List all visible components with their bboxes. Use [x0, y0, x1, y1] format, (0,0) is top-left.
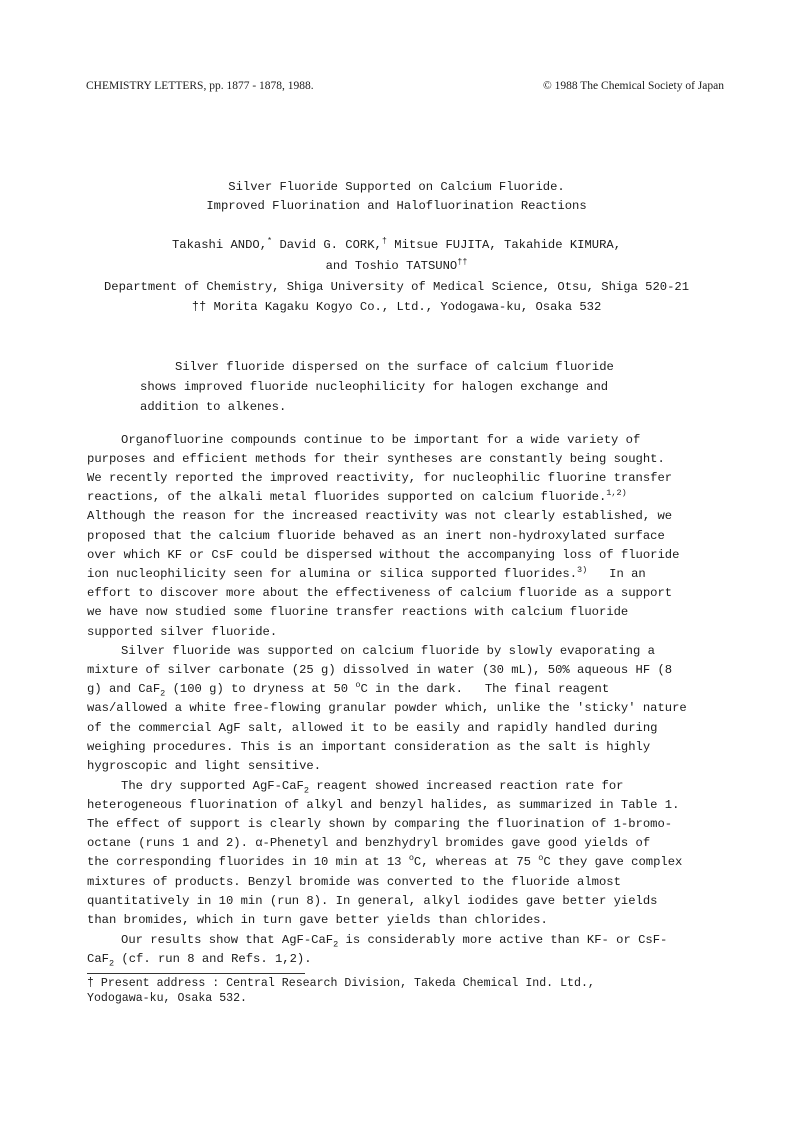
body-line: supported silver fluoride. [87, 625, 278, 639]
body-text: C in the dark. The final reagent [360, 682, 610, 696]
body-line: mixture of silver carbonate (25 g) dissolved in water (30 mL), 50% aqueous HF (8 [87, 663, 673, 677]
body-text: CaF [87, 952, 109, 966]
body-line: The effect of support is clearly shown by comparing the fluorination of 1-bromo- [87, 817, 673, 831]
copyright-notice: © 1988 The Chemical Society of Japan [543, 80, 724, 92]
reference-citation: 1,2) [606, 487, 627, 498]
body-line: Organofluorine compounds continue to be important for a wide variety of [121, 433, 641, 447]
author-mark-star: * [267, 235, 273, 246]
degree-mark: o [538, 852, 544, 863]
subscript: 2 [108, 958, 115, 969]
body-line: hygroscopic and light sensitive. [87, 759, 322, 773]
body-line [87, 564, 646, 581]
footnote-divider [87, 973, 305, 974]
body-line [121, 779, 624, 796]
journal-citation: CHEMISTRY LETTERS, pp. 1877 - 1878, 1988. [86, 80, 314, 92]
body-line: we have now studied some fluorine transfer reactions with calcium fluoride [87, 605, 629, 619]
body-text: g) and CaF [87, 682, 161, 696]
body-line: over which KF or CsF could be dispersed without the accompanying loss of fluoride [87, 548, 680, 562]
body-line: heterogeneous fluorination of alkyl and benzyl halides, as summarized in Table 1. [87, 798, 680, 812]
body-text: reagent showed increased reaction rate for [308, 779, 624, 793]
author-mark-dagger: † [381, 235, 387, 246]
body-line: of the commercial AgF salt, allowed it to be easily and rapidly handled during [87, 721, 658, 735]
body-line: We recently reported the improved reactivity, for nucleophilic fluorine transfer [87, 471, 673, 485]
title-line-2: Improved Fluorination and Halofluorination Reactions [206, 199, 587, 213]
author-cork: David G. CORK, [272, 238, 382, 252]
author-tatsuno: and Toshio TATSUNO [325, 259, 458, 273]
author-others: Mitsue FUJITA, Takahide KIMURA, [386, 238, 622, 252]
body-text: Our results show that AgF-CaF [121, 933, 334, 947]
body-line: purposes and efficient methods for their syntheses are constantly being sought. [87, 452, 665, 466]
affiliation-1: Department of Chemistry, Shiga University of Medical Science, Otsu, Shiga 520-21 [103, 280, 690, 294]
body-line: proposed that the calcium fluoride behaved as an inert non-hydroxylated surface [87, 529, 665, 543]
abstract-line-1: Silver fluoride dispersed on the surface of calcium fluoride [175, 360, 614, 374]
body-line: quantitatively in 10 min (run 8). In general, alkyl iodides gave better yields [87, 894, 658, 908]
body-line [87, 852, 683, 869]
abstract-line-2: shows improved fluoride nucleophilicity for halogen exchange and [140, 380, 609, 394]
title-line-1: Silver Fluoride Supported on Calcium Fluoride. [228, 180, 565, 194]
body-text: is considerably more active than KF- or CsF- [338, 933, 668, 947]
body-text: (cf. run 8 and Refs. 1,2). [114, 952, 312, 966]
body-text: The dry supported AgF-CaF [121, 779, 304, 793]
body-line: Although the reason for the increased reactivity was not clearly established, we [87, 509, 673, 523]
reference-citation: 3) [577, 564, 588, 575]
body-line: weighing procedures. This is an important consideration as the salt is highly [87, 740, 651, 754]
body-text: the corresponding fluorides in 10 min at 13 [87, 855, 409, 869]
body-text: ion nucleophilicity seen for alumina or silica supported fluorides. [87, 567, 578, 581]
body-line: mixtures of products. Benzyl bromide was converted to the fluoride almost [87, 875, 621, 889]
footnote-line-2: Yodogawa-ku, Osaka 532. [87, 992, 248, 1005]
subscript: 2 [303, 785, 309, 796]
body-line: effort to discover more about the effectiveness of calcium fluoride as a support [87, 586, 673, 600]
affiliation-2: †† Morita Kagaku Kogyo Co., Ltd., Yodogawa-ku, Osaka 532 [191, 300, 602, 314]
body-line [87, 679, 610, 699]
author-line-2 [0, 256, 793, 273]
body-line [87, 487, 627, 504]
body-line: than bromides, which in turn gave better yields than chlorides. [87, 913, 548, 927]
body-text: reactions, of the alkali metal fluorides supported on calcium fluoride. [87, 490, 607, 504]
body-text: In an [587, 567, 646, 581]
body-line: octane (runs 1 and 2). α-Phenetyl and benzhydryl bromides gave good yields of [87, 836, 651, 850]
subscript: 2 [333, 939, 339, 950]
body-text: C they gave complex [543, 855, 683, 869]
body-line [121, 933, 668, 950]
author-mark-double-dagger: †† [457, 256, 468, 267]
body-text: (100 g) to dryness at 50 [165, 682, 356, 696]
degree-mark: o [408, 852, 414, 863]
author-ando: Takashi ANDO, [171, 238, 268, 252]
abstract-line-3: addition to alkenes. [140, 400, 287, 414]
body-line: was/allowed a white free-flowing granular powder which, unlike the 'sticky' nature [87, 701, 687, 715]
footnote-line-1: † Present address : Central Research Division, Takeda Chemical Ind. Ltd., [87, 977, 595, 990]
author-line-1 [0, 235, 793, 252]
subscript: 2 [160, 688, 166, 699]
body-text: C, whereas at 75 [413, 855, 539, 869]
body-line [87, 952, 312, 969]
body-line: Silver fluoride was supported on calcium fluoride by slowly evaporating a [121, 644, 655, 658]
degree-mark: o [355, 679, 361, 690]
